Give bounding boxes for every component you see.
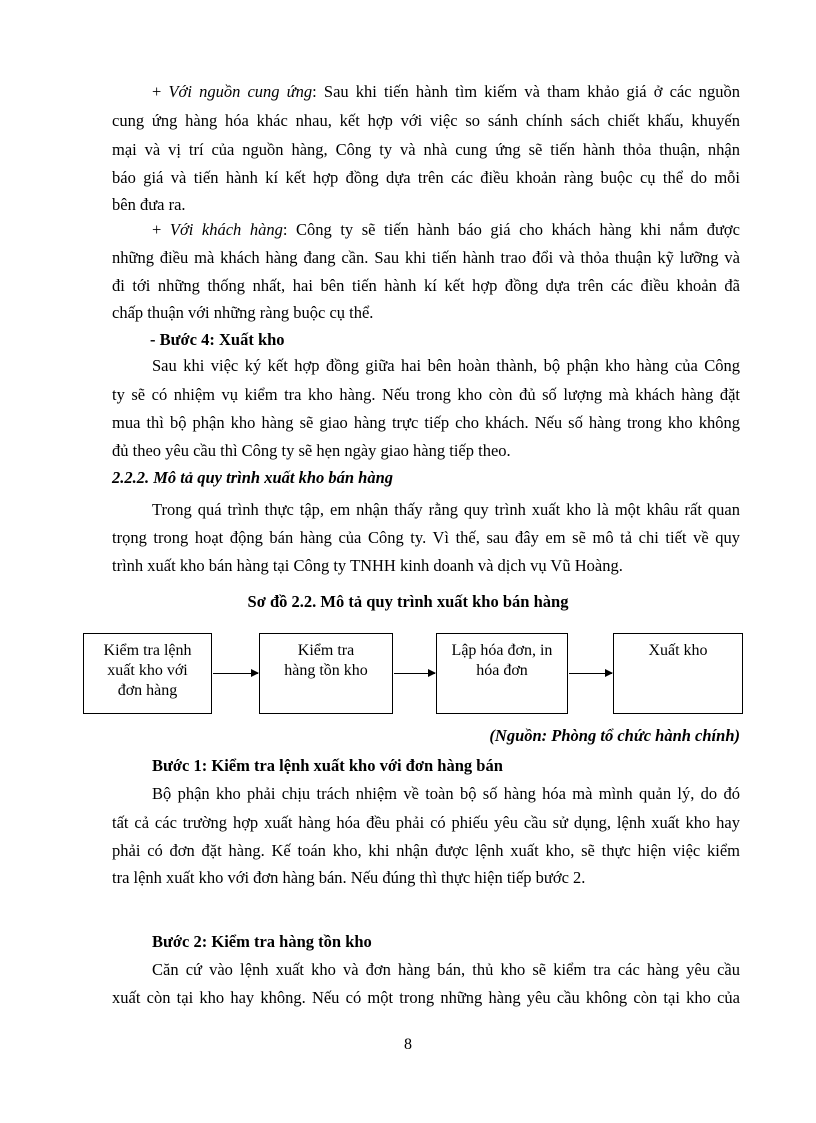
diagram-box-create-invoice xyxy=(436,633,568,714)
step4-line-4: đủ theo yêu cầu thì Công ty sẽ hẹn ngày giao hàng tiếp theo. xyxy=(112,441,511,460)
p2-line-2: những điều mà khách hàng đang cần. Sau khi tiến hành trao đổi và thỏa thuận kỹ lưỡng và xyxy=(112,248,740,267)
p1-line-2: cung ứng hàng hóa khác nhau, kết hợp với việc so sánh chính sách chiết khấu, khuyến xyxy=(112,111,740,130)
section-line-1: Trong quá trình thực tập, em nhận thấy rằng quy trình xuất kho là một khâu rất quan xyxy=(152,500,740,519)
step2-line-1: Căn cứ vào lệnh xuất kho và đơn hàng bán, thủ kho sẽ kiểm tra các hàng yêu cầu xyxy=(152,960,740,979)
step2-line-2: xuất còn tại kho hay không. Nếu có một trong những hàng yêu cầu không còn tại kho của xyxy=(112,988,740,1007)
box1-line-3: đơn hàng xyxy=(117,682,178,699)
p2-lead: + xyxy=(152,220,170,239)
p1-lead: + xyxy=(152,82,169,101)
step4-line-3: mua thì bộ phận kho hàng sẽ giao hàng trực tiếp cho khách. Nếu số hàng trong kho không xyxy=(112,413,740,432)
page-number: 8 xyxy=(404,1036,412,1053)
box3-line-1: Lập hóa đơn, in xyxy=(451,642,553,659)
section-line-3: trình xuất kho bán hàng tại Công ty TNHH kinh doanh và dịch vụ Vũ Hoàng. xyxy=(112,556,623,575)
step1-line-2: tất cả các trường hợp xuất hàng hóa đều phải có phiếu yêu cầu sử dụng, lệnh xuất kho hay xyxy=(112,813,740,832)
p1-line-3: mại và vị trí của nguồn hàng, Công ty và nhà cung ứng sẽ tiến hành thỏa thuận, nhận xyxy=(112,140,740,159)
p1-term: Với nguồn cung ứng xyxy=(168,82,313,101)
box2-line-2: hàng tồn kho xyxy=(284,662,368,679)
box2-line-1: Kiểm tra xyxy=(297,642,355,659)
box3-line-2: hóa đơn xyxy=(476,662,528,679)
diagram-box-check-order xyxy=(83,633,212,714)
box4-line-1: Xuất kho xyxy=(648,642,708,659)
section-heading: 2.2.2. Mô tả quy trình xuất kho bán hàng xyxy=(112,468,394,487)
diagram-arrow-1 xyxy=(213,673,258,674)
p2-term: Với khách hàng xyxy=(169,220,283,239)
diagram-title: Sơ đồ 2.2. Mô tả quy trình xuất kho bán hàng xyxy=(247,592,569,611)
step4-heading: - Bước 4: Xuất kho xyxy=(150,330,285,349)
p2-line-4: chấp thuận với những ràng buộc cụ thể. xyxy=(112,303,374,322)
box1-line-1: Kiểm tra lệnh xyxy=(103,642,192,659)
p2-line-1 xyxy=(152,220,740,240)
diagram-source: (Nguồn: Phòng tổ chức hành chính) xyxy=(489,726,740,745)
p1-line-4: báo giá và tiến hành kí kết hợp đồng dựa trên các điều khoản ràng buộc cụ thể do mỗi xyxy=(112,168,740,187)
p1-line-1 xyxy=(152,82,740,102)
diagram-box-check-inventory xyxy=(259,633,393,714)
diagram-arrow-3 xyxy=(569,673,612,674)
step4-line-2: ty sẽ có nhiệm vụ kiểm tra kho hàng. Nếu trong kho còn đủ số lượng mà khách hàng đặt xyxy=(112,385,740,404)
step1-line-1: Bộ phận kho phải chịu trách nhiệm về toàn bộ số hàng hóa mà mình quản lý, do đó xyxy=(152,784,740,803)
p2-rest: : Công ty sẽ tiến hành báo giá cho khách hàng khi nắm được xyxy=(282,220,740,239)
step4-line-1: Sau khi việc ký kết hợp đồng giữa hai bên hoàn thành, bộ phận kho hàng của Công xyxy=(152,356,740,375)
p1-line-5: bên đưa ra. xyxy=(112,195,186,214)
step1-heading: Bước 1: Kiểm tra lệnh xuất kho với đơn hàng bán xyxy=(152,756,503,775)
step1-line-3: phải có đơn đặt hàng. Kế toán kho, khi nhận được lệnh xuất kho, sẽ thực hiện việc kiểm xyxy=(112,841,740,860)
p2-line-3: đi tới những thống nhất, hai bên tiến hành kí kết hợp đồng dựa trên các điều khoản đã xyxy=(112,276,740,295)
box1-line-2: xuất kho với xyxy=(107,662,188,679)
section-line-2: trọng trong hoạt động bán hàng của Công ty. Vì thế, sau đây em sẽ mô tả chi tiết về quy xyxy=(112,528,740,547)
step1-line-4: tra lệnh xuất kho với đơn hàng bán. Nếu đúng thì thực hiện tiếp bước 2. xyxy=(112,868,586,887)
p1-rest: : Sau khi tiến hành tìm kiếm và tham khảo giá ở các nguồn xyxy=(312,82,740,101)
diagram-box-export xyxy=(613,633,743,714)
step2-heading: Bước 2: Kiểm tra hàng tồn kho xyxy=(152,932,372,951)
diagram-arrow-2 xyxy=(394,673,435,674)
